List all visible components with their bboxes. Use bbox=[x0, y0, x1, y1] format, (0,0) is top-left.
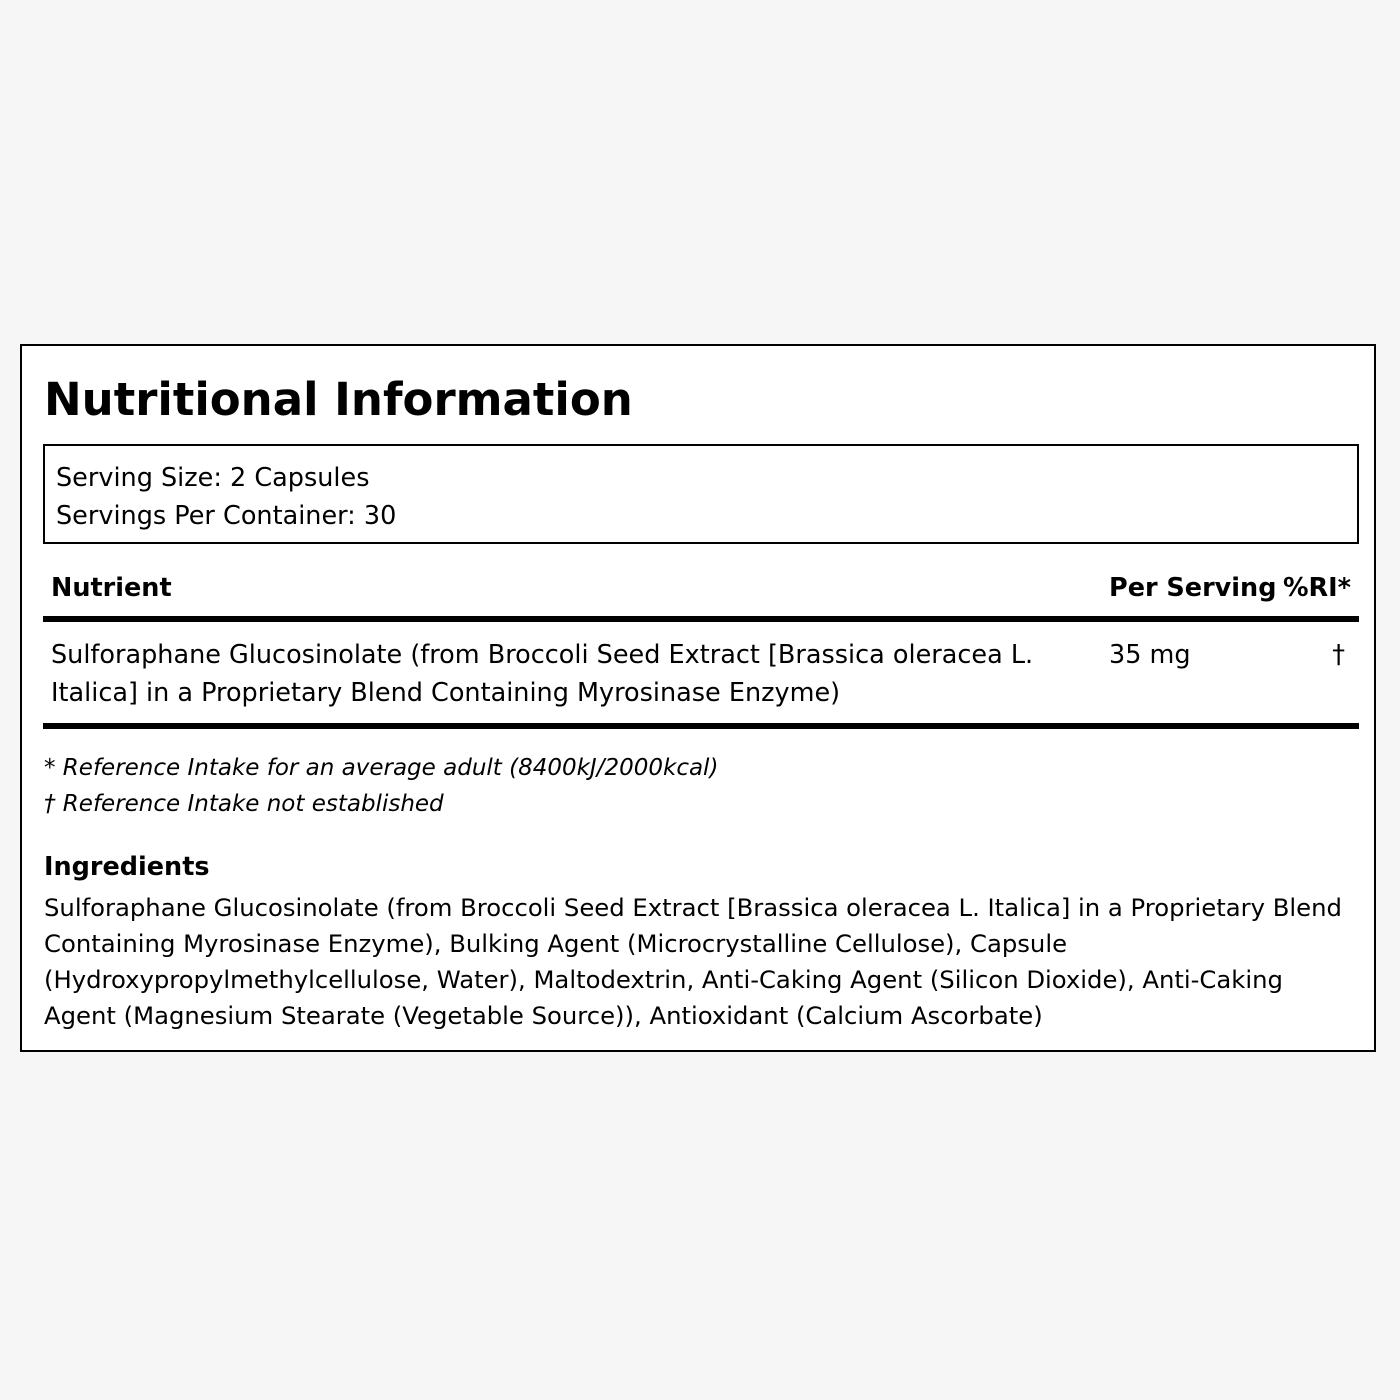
nutrient-name: Sulforaphane Glucosinolate (from Broccoli Seed Extract [Brassica oleracea L. Italica] in a Proprietary Blend Containing Myrosinase Enzyme) bbox=[51, 640, 1034, 708]
serving-info-box bbox=[43, 444, 1359, 544]
column-header-nutrient: Nutrient bbox=[51, 573, 172, 603]
serving-size: Serving Size: 2 Capsules bbox=[56, 463, 370, 493]
ingredients-heading: Ingredients bbox=[44, 852, 210, 882]
nutrient-table bbox=[43, 566, 1359, 729]
nutrition-panel bbox=[20, 344, 1376, 1052]
footnote-reference-intake: * Reference Intake for an average adult (8400kJ/2000kcal) bbox=[44, 755, 719, 781]
footnotes bbox=[44, 750, 718, 822]
nutrient-ri: † bbox=[1332, 640, 1345, 670]
panel-title: Nutritional Information bbox=[44, 373, 633, 426]
ingredients-text: Sulforaphane Glucosinolate (from Broccoli Seed Extract [Brassica oleracea L. Italica] in a Proprietary Blend Containing Myrosinase Enzyme), Bulking Agent (Microcrystalline Cellulose), Capsule (Hydroxypropylmethylcellulose, Water), Maltodextrin, Anti-Caking Agent (Silicon Dioxide), Anti-Caking Agent (Magnesium Stearate (Vegetable Source)), Antioxidant (Calcium Ascorbate) bbox=[44, 893, 1342, 1030]
servings-per-container: Servings Per Container: 30 bbox=[56, 501, 397, 531]
column-header-ri: %RI* bbox=[1282, 573, 1351, 603]
nutrient-amount: 35 mg bbox=[1109, 640, 1191, 670]
table-header-row bbox=[43, 566, 1359, 622]
table-row bbox=[43, 622, 1359, 729]
footnote-not-established: † Reference Intake not established bbox=[44, 791, 444, 817]
column-header-per-serving: Per Serving bbox=[1109, 573, 1277, 603]
